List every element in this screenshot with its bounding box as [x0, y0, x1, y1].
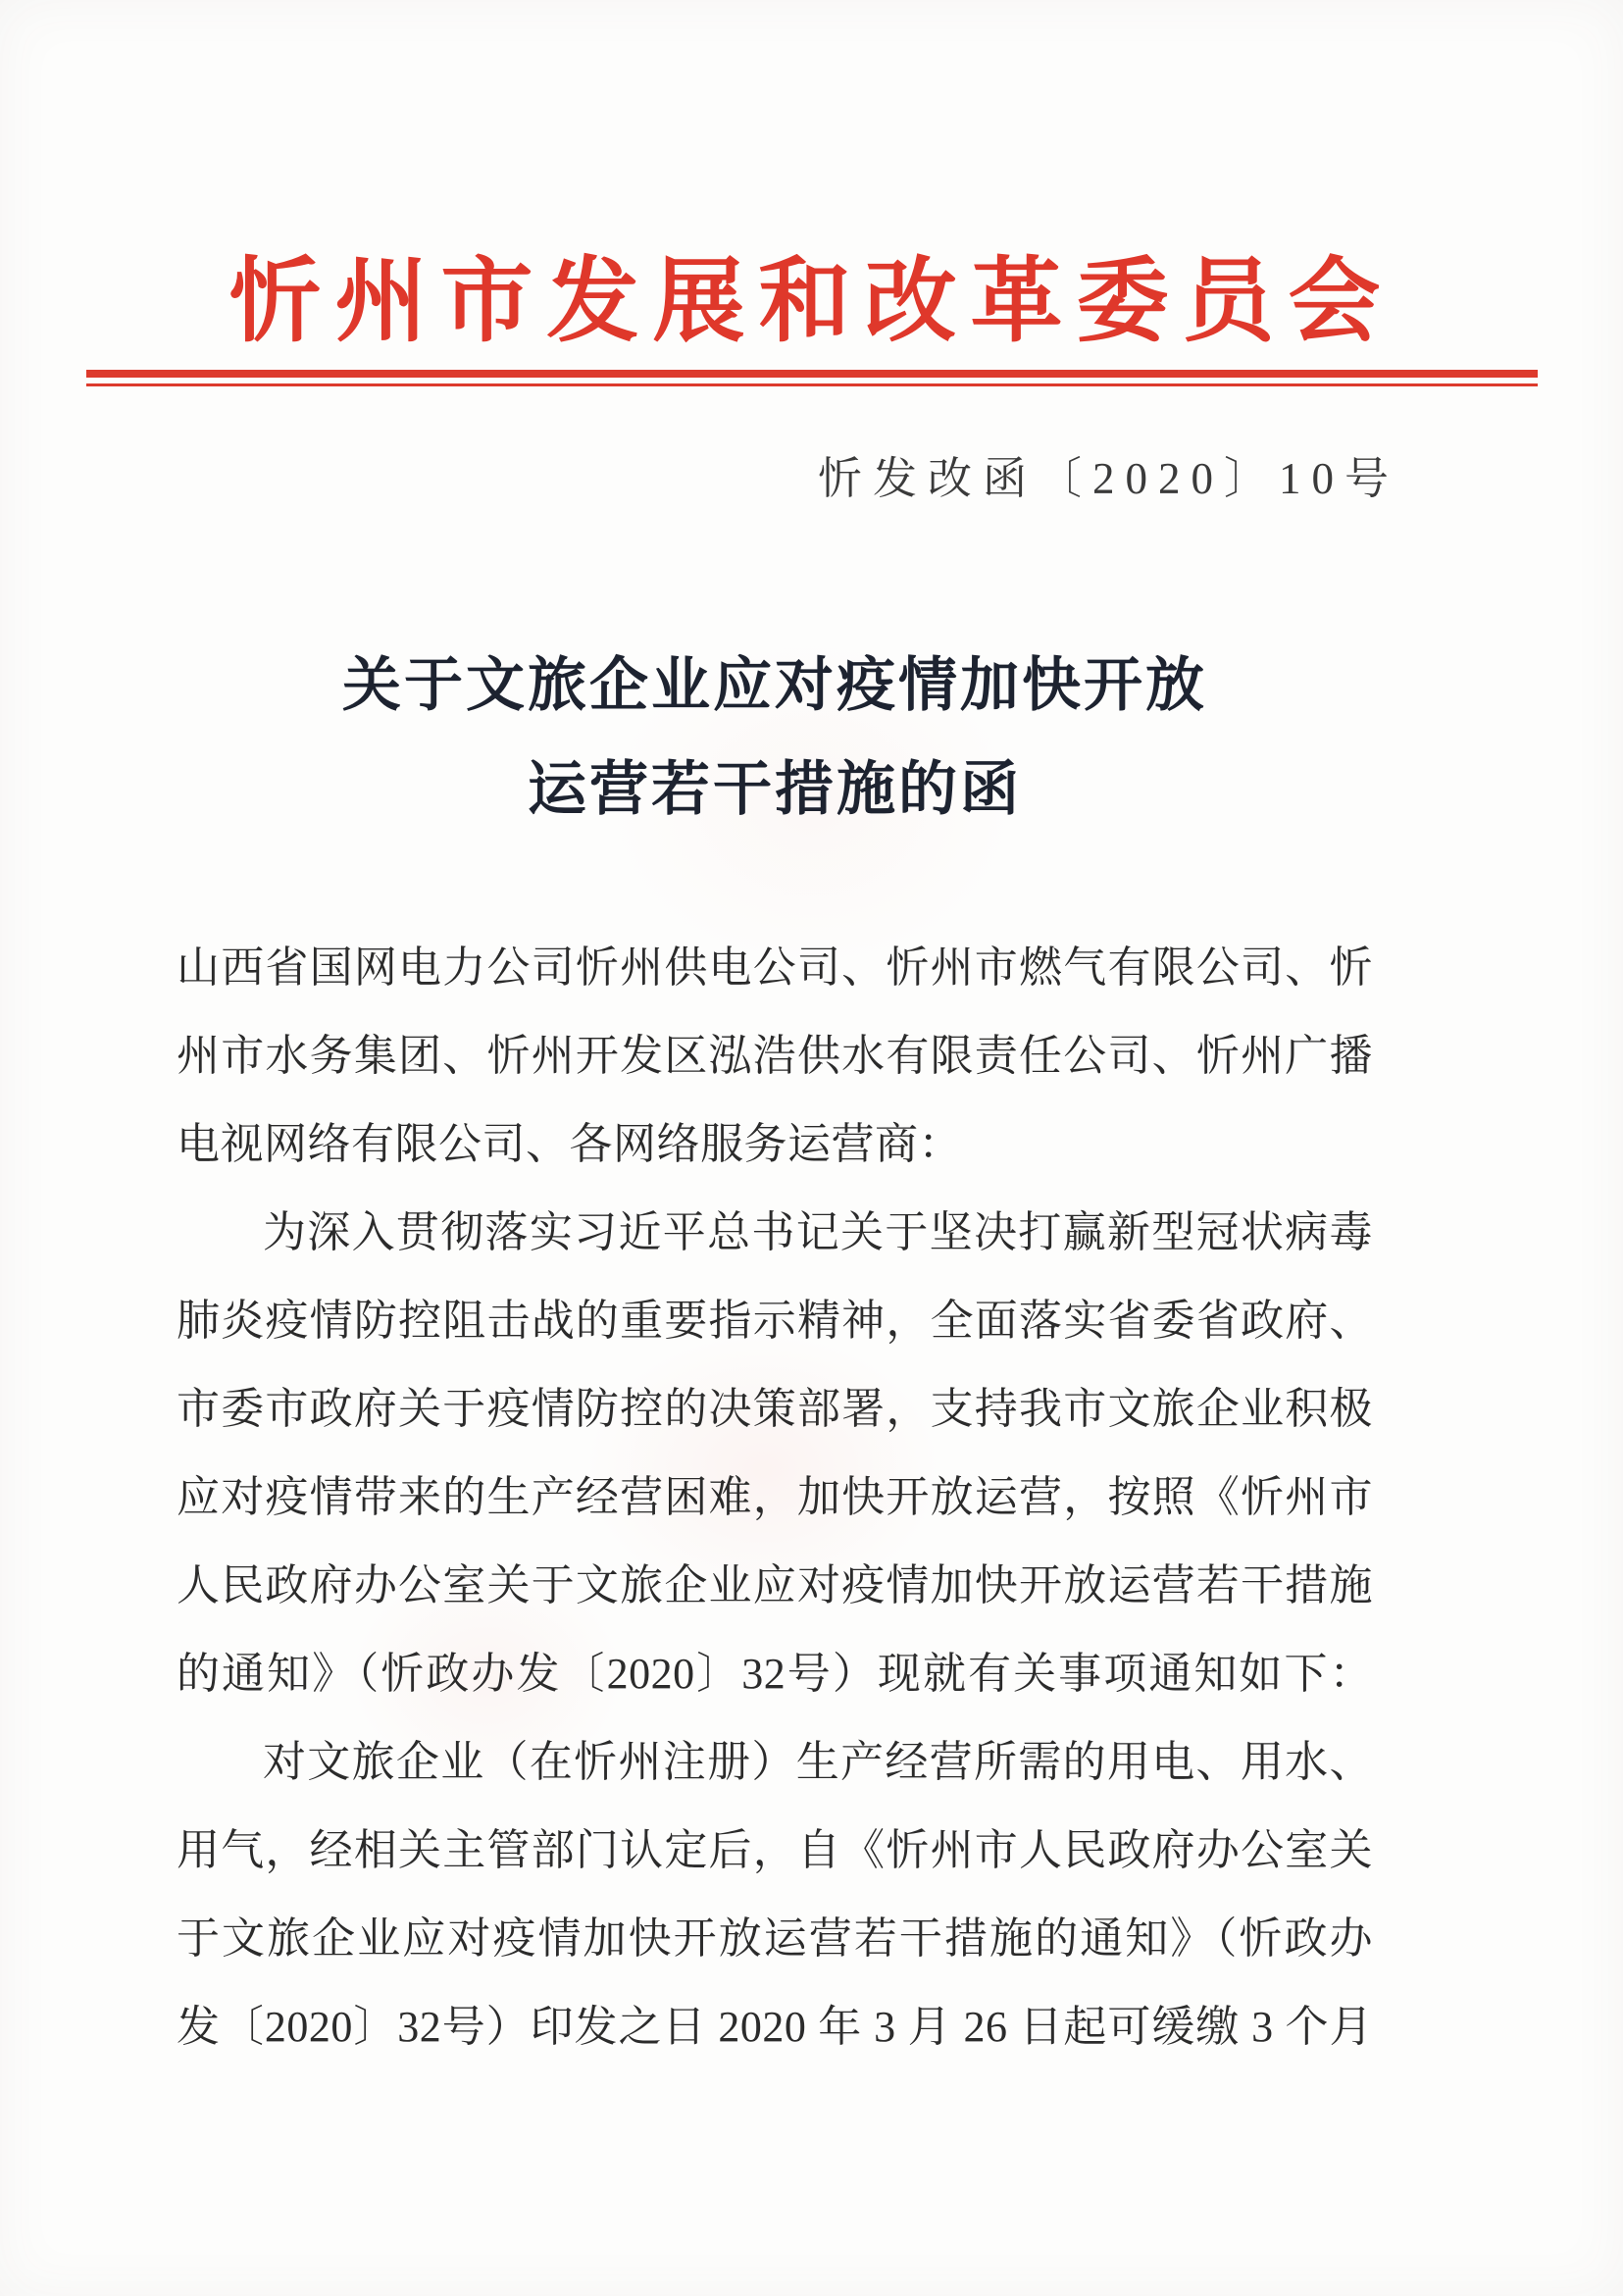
document-title-line-2: 运营若干措施的函 [528, 757, 1022, 822]
body-line: 人民政府办公室关于文旅企业应对疫情加快开放运营若干措施 [177, 1561, 1373, 1609]
body-line: 肺炎疫情防控阻击战的重要指示精神，全面落实省委省政府、 [177, 1297, 1373, 1345]
document-title [177, 634, 1373, 842]
letter-body [177, 924, 1373, 2071]
body-line: 市委市政府关于疫情防控的决策部署，支持我市文旅企业积极 [177, 1385, 1373, 1433]
red-divider-thick [86, 370, 1538, 378]
body-line: 的通知》（忻政办发〔2020〕32号）现就有关事项通知如下： [177, 1650, 1373, 1698]
body-line: 州市水务集团、忻州开发区泓浩供水有限责任公司、忻州广播 [177, 1032, 1373, 1080]
body-line: 电视网络有限公司、各网络服务运营商： [177, 1120, 962, 1168]
body-line: 发〔2020〕32号）印发之日 2020 年 3 月 26 日起可缓缴 3 个月 [177, 2003, 1373, 2051]
body-line: 为深入贯彻落实习近平总书记关于坚决打赢新型冠状病毒 [263, 1208, 1373, 1256]
document-reference-number: 忻发改函〔2020〕10号 [817, 454, 1399, 503]
document-title-line-1: 关于文旅企业应对疫情加快开放 [342, 653, 1207, 718]
body-line: 山西省国网电力公司忻州供电公司、忻州市燃气有限公司、忻 [177, 944, 1373, 992]
red-divider-thin [86, 383, 1538, 386]
body-line: 对文旅企业（在忻州注册）生产经营所需的用电、用水、 [263, 1738, 1373, 1786]
body-line: 应对疫情带来的生产经营困难，加快开放运营，按照《忻州市 [177, 1473, 1373, 1521]
letterhead-title: 忻州市发展和改革委员会 [228, 251, 1395, 353]
body-line: 于文旅企业应对疫情加快开放运营若干措施的通知》（忻政办 [177, 1914, 1373, 1963]
body-line: 用气，经相关主管部门认定后，自《忻州市人民政府办公室关 [177, 1826, 1373, 1874]
